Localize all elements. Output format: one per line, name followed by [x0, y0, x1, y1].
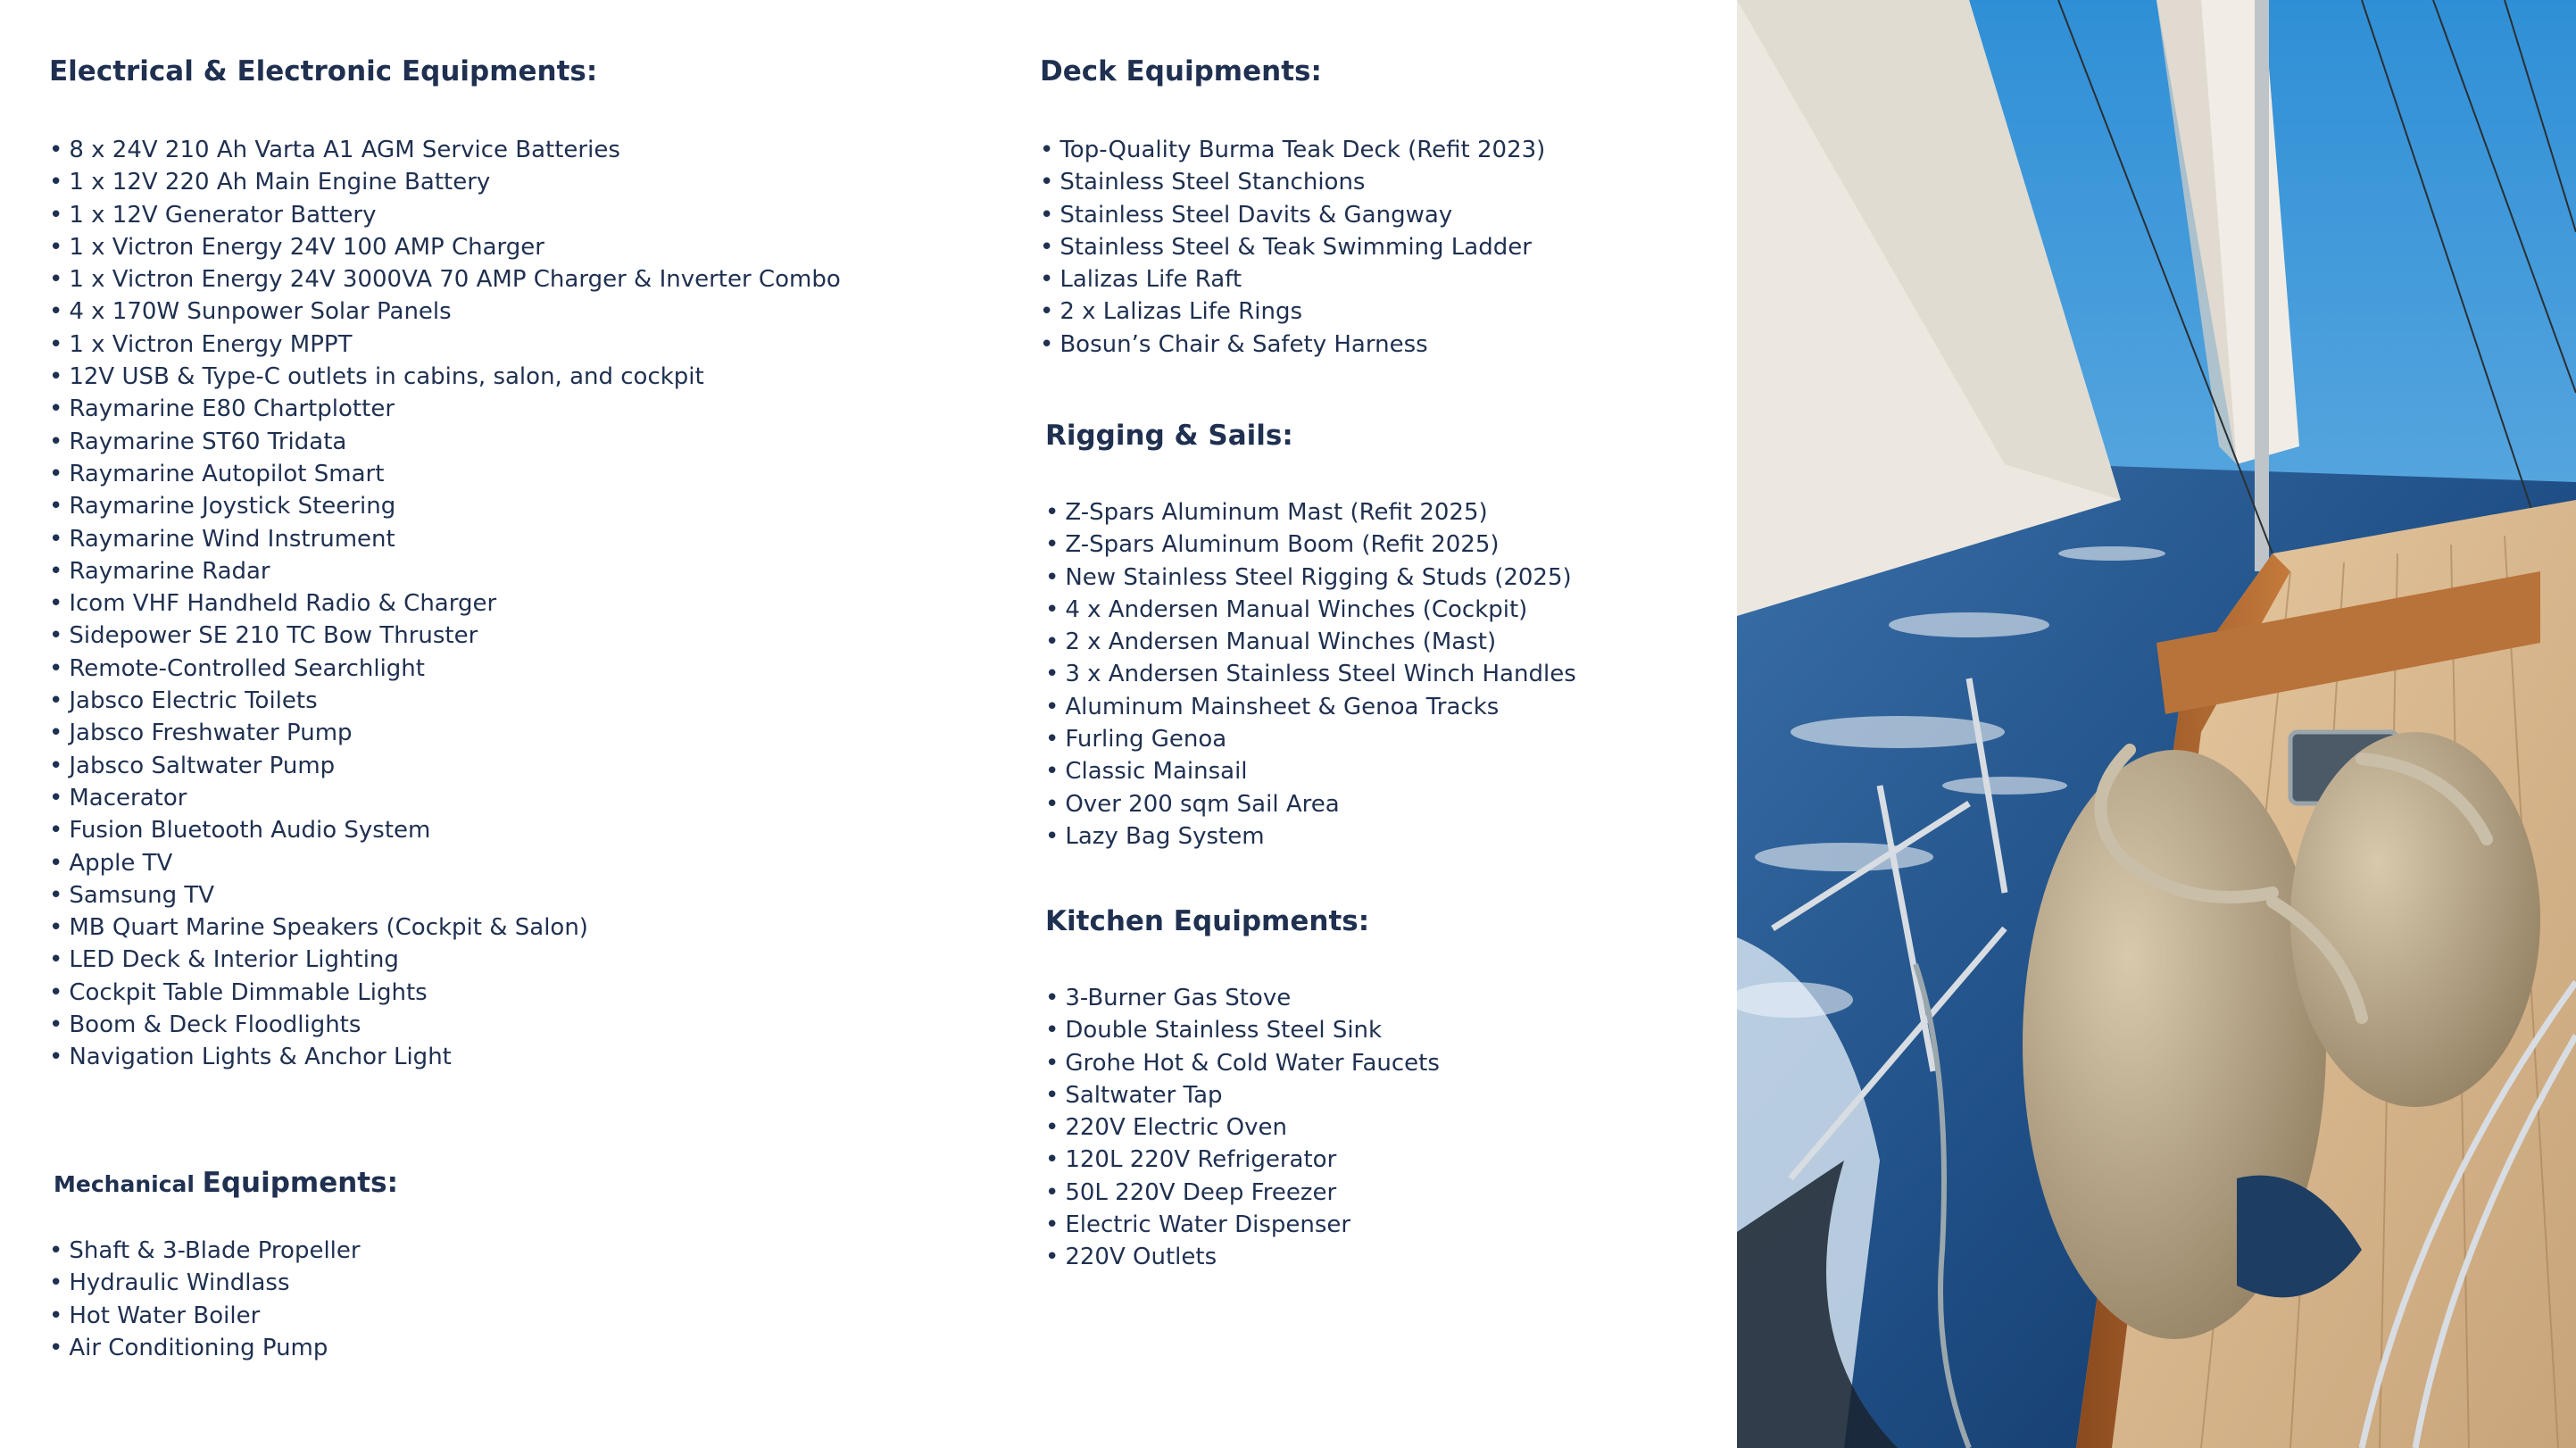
list-item: • Raymarine ST60 Tridata [49, 426, 841, 458]
list-item: • Jabsco Electric Toilets [49, 685, 841, 717]
rigging-section [1045, 418, 1576, 853]
deck-section [1040, 54, 1545, 361]
list-item: • Electric Water Dispenser [1045, 1209, 1440, 1241]
list-item: • Lazy Bag System [1045, 820, 1576, 853]
list-item: • 3-Burner Gas Stove [1045, 982, 1440, 1014]
electrical-section [49, 54, 841, 1074]
list-item: • Stainless Steel Stanchions [1040, 166, 1545, 198]
list-item: • 8 x 24V 210 Ah Varta A1 AGM Service Batteries [49, 134, 841, 166]
sailboat-illustration [1737, 0, 2576, 1448]
list-item: • Navigation Lights & Anchor Light [49, 1041, 841, 1073]
list-item: • Stainless Steel & Teak Swimming Ladder [1040, 231, 1545, 263]
list-item: • Lalizas Life Raft [1040, 263, 1545, 295]
list-item: • Z-Spars Aluminum Boom (Refit 2025) [1045, 528, 1576, 561]
list-item: • Icom VHF Handheld Radio & Charger [49, 587, 841, 620]
electrical-list [49, 134, 841, 1074]
list-item: • 4 x 170W Sunpower Solar Panels [49, 295, 841, 328]
mechanical-heading [54, 1165, 398, 1203]
sailboat-photo [1737, 0, 2576, 1448]
mechanical-heading-prefix: Mechanical [54, 1171, 203, 1197]
list-item: • 220V Electric Oven [1045, 1111, 1440, 1144]
list-item: • Jabsco Saltwater Pump [49, 750, 841, 782]
mechanical-list [49, 1235, 398, 1364]
list-item: • 1 x Victron Energy 24V 100 AMP Charger [49, 231, 841, 263]
list-item: • Top-Quality Burma Teak Deck (Refit 2023) [1040, 134, 1545, 166]
list-item: • Saltwater Tap [1045, 1079, 1440, 1111]
list-item: • Jabsco Freshwater Pump [49, 717, 841, 749]
list-item: • LED Deck & Interior Lighting [49, 944, 841, 976]
list-item: • 120L 220V Refrigerator [1045, 1144, 1440, 1176]
mechanical-section [54, 1165, 398, 1364]
list-item: • Fusion Bluetooth Audio System [49, 814, 841, 846]
mechanical-heading-suffix: Equipments: [202, 1167, 398, 1199]
list-item: • Over 200 sqm Sail Area [1045, 788, 1576, 820]
list-item: • Classic Mainsail [1045, 755, 1576, 787]
list-item: • 1 x 12V Generator Battery [49, 199, 841, 231]
list-item: • Aluminum Mainsheet & Genoa Tracks [1045, 691, 1576, 723]
list-item: • Samsung TV [49, 879, 841, 911]
list-item: • Raymarine Wind Instrument [49, 523, 841, 555]
mast [2255, 0, 2269, 571]
list-item: • Grohe Hot & Cold Water Faucets [1045, 1047, 1440, 1079]
list-item: • Raymarine Radar [49, 555, 841, 587]
list-item: • Remote-Controlled Searchlight [49, 653, 841, 685]
list-item: • 3 x Andersen Stainless Steel Winch Handles [1045, 658, 1576, 690]
list-item: • Macerator [49, 782, 841, 814]
list-item: • Hydraulic Windlass [49, 1267, 398, 1299]
deck-list [1040, 134, 1545, 361]
list-item: • 2 x Lalizas Life Rings [1040, 295, 1545, 328]
rigging-heading: Rigging & Sails: [1045, 420, 1293, 452]
list-item: • 1 x Victron Energy 24V 3000VA 70 AMP Charger & Inverter Combo [49, 263, 841, 295]
list-item: • Cockpit Table Dimmable Lights [49, 977, 841, 1009]
list-item: • Stainless Steel Davits & Gangway [1040, 199, 1545, 231]
list-item: • Apple TV [49, 847, 841, 879]
list-item: • Furling Genoa [1045, 723, 1576, 755]
list-item: • Sidepower SE 210 TC Bow Thruster [49, 620, 841, 652]
list-item: • Hot Water Boiler [49, 1300, 398, 1332]
fender-back [2290, 732, 2540, 1107]
list-item: • Shaft & 3-Blade Propeller [49, 1235, 398, 1267]
kitchen-list [1045, 982, 1440, 1274]
list-item: • Raymarine Joystick Steering [49, 490, 841, 522]
list-item: • 220V Outlets [1045, 1241, 1440, 1273]
list-item: • MB Quart Marine Speakers (Cockpit & Salon) [49, 911, 841, 944]
kitchen-section [1045, 903, 1440, 1274]
list-item: • 1 x Victron Energy MPPT [49, 329, 841, 361]
list-item: • Raymarine Autopilot Smart [49, 458, 841, 490]
list-item: • 4 x Andersen Manual Winches (Cockpit) [1045, 594, 1576, 626]
list-item: • Raymarine E80 Chartplotter [49, 393, 841, 425]
list-item: • 50L 220V Deep Freezer [1045, 1177, 1440, 1209]
kitchen-heading: Kitchen Equipments: [1045, 905, 1370, 937]
list-item: • Double Stainless Steel Sink [1045, 1014, 1440, 1046]
list-item: • Bosun’s Chair & Safety Harness [1040, 329, 1545, 361]
list-item: • Boom & Deck Floodlights [49, 1009, 841, 1041]
deck-heading: Deck Equipments: [1040, 55, 1322, 87]
list-item: • Z-Spars Aluminum Mast (Refit 2025) [1045, 496, 1576, 528]
rigging-list [1045, 496, 1576, 853]
list-item: • 1 x 12V 220 Ah Main Engine Battery [49, 166, 841, 198]
list-item: • Air Conditioning Pump [49, 1332, 398, 1364]
list-item: • New Stainless Steel Rigging & Studs (2025) [1045, 562, 1576, 594]
electrical-heading: Electrical & Electronic Equipments: [49, 55, 598, 87]
list-item: • 12V USB & Type-C outlets in cabins, salon, and cockpit [49, 361, 841, 393]
list-item: • 2 x Andersen Manual Winches (Mast) [1045, 626, 1576, 658]
